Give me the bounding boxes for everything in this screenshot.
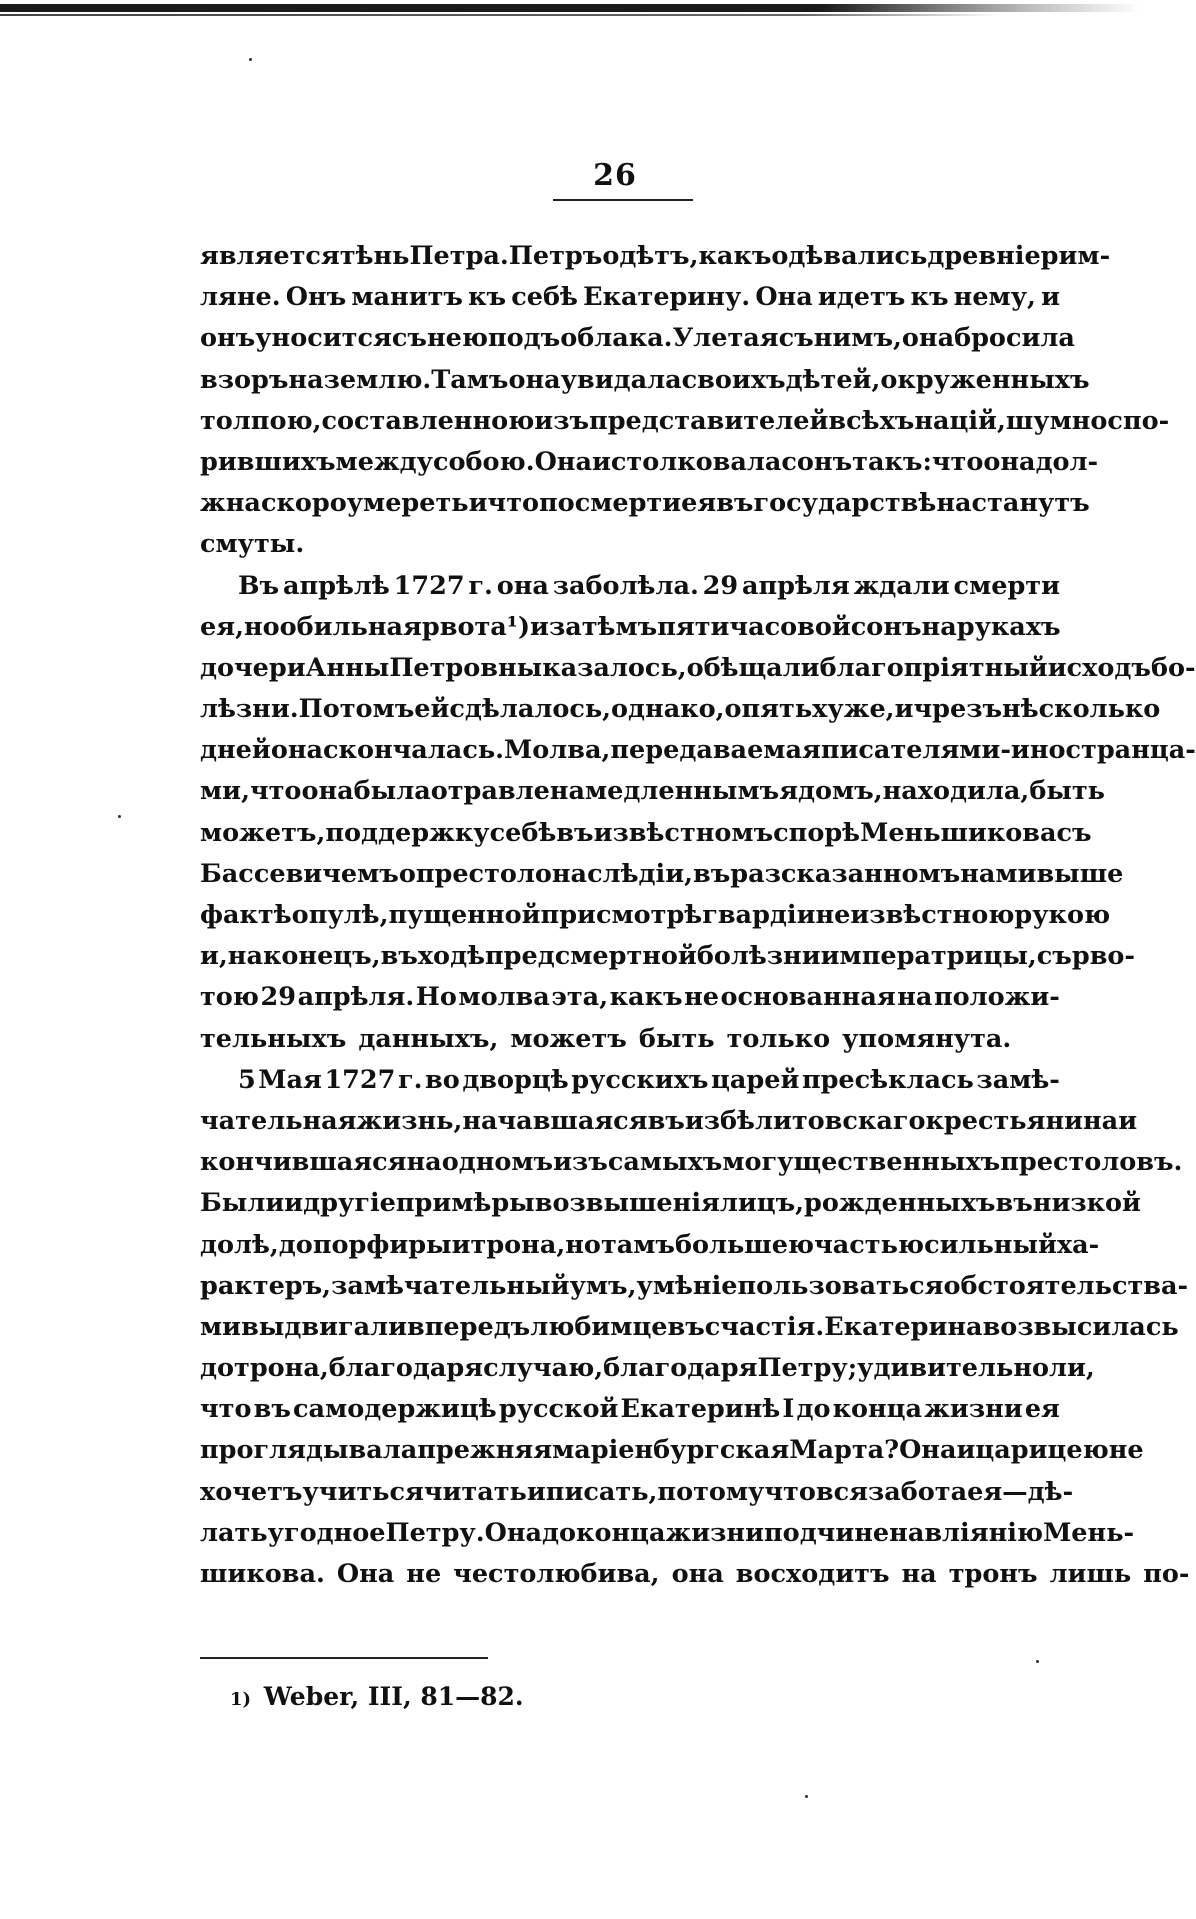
page-number: 26 — [593, 158, 637, 193]
top-border-rule — [0, 4, 1140, 12]
text-line: дочери Анны Петровны казалось, обѣщали благопріятный исходъ бо- — [200, 652, 1196, 683]
text-line: лѣзни. Потомъ ей сдѣлалось, однако, опять хуже, и чрезъ нѣсколько — [200, 694, 1161, 725]
text-line: 5 Мая 1727 г. во дворцѣ русскихъ царей пресѣклась замѣ- — [238, 1064, 1060, 1095]
paper-speck — [1036, 1660, 1039, 1663]
footnote — [230, 1682, 524, 1711]
text-line: хочетъ учиться читать и писать, потому что вся забота ея—дѣ- — [200, 1476, 1074, 1507]
text-line: рившихъ между собою. Она истолковала сонъ такъ: что она дол- — [200, 446, 1099, 477]
paper-speck — [805, 1795, 808, 1798]
text-line: ми, что она была отравлена медленнымъ ядомъ, находила, быть — [200, 776, 1105, 807]
text-line: можетъ, поддержку себѣ въ извѣстномъ спорѣ Меньшикова съ — [200, 817, 1092, 848]
text-line: Въ апрѣлѣ 1727 г. она заболѣла. 29 апрѣля ждали смерти — [238, 570, 1060, 601]
body-text — [200, 236, 1196, 1595]
text-line: онъ уносится съ нею подъ облака. Улетая съ нимъ, она бросила — [200, 323, 1075, 354]
text-line: лать угодное Петру. Она до конца жизни подчинена вліянію Мень- — [200, 1517, 1135, 1548]
footnote-mark: 1) — [230, 1689, 252, 1710]
text-line: что въ самодержицѣ русской Екатеринѣ I до конца жизни ея — [200, 1394, 1060, 1425]
text-line: тельныхъ данныхъ, можетъ быть только упомянута. — [200, 1023, 1012, 1054]
text-line: чательная жизнь, начавшаяся въ избѣ литовскаго крестьянина и — [200, 1105, 1138, 1136]
text-line: ми выдвигали впередъ любимцевъ счастія. Екатерина возвысилась — [200, 1311, 1179, 1342]
text-line: Были и другіе примѣры возвышенія лицъ, рожденныхъ въ низкой — [200, 1188, 1141, 1219]
text-line: проглядывала прежняя маріенбургская Марта? Она и царицею не — [200, 1435, 1144, 1466]
text-line: и, наконецъ, въ ходѣ предсмертной болѣзни императрицы, съ рво- — [200, 941, 1135, 972]
text-line: до трона, благодаря случаю, благодаря Петру; удивительно ли, — [200, 1353, 1095, 1384]
footnote-text: Weber, III, 81—82. — [263, 1682, 524, 1711]
paper-speck — [118, 815, 121, 818]
text-line: шикова. Она не честолюбива, она восходитъ на тронъ лишь по- — [200, 1559, 1190, 1589]
text-line: долѣ, до порфиры и трона, но тамъ большею частью сильный ха- — [200, 1229, 1100, 1260]
footnote-separator — [200, 1657, 488, 1659]
text-line: дней она скончалась. Молва, передаваемая писателями-иностранца- — [200, 735, 1196, 766]
top-border-rule-thin — [0, 14, 1000, 16]
text-line: фактѣ о пулѣ, пущенной при смотрѣ гвардіи неизвѣстною рукою — [200, 900, 1111, 930]
text-line: взоръ на землю. Тамъ она увидала своихъ дѣтей, окруженныхъ — [200, 364, 1090, 395]
text-line: толпою, составленною изъ представителей всѣхъ націй, шумно спо- — [200, 405, 1170, 436]
text-line: ляне. Онъ манитъ къ себѣ Екатерину. Она идетъ къ нему, и — [200, 282, 1060, 313]
text-line: смуты. — [200, 529, 305, 560]
text-line: жна скоро умереть и что по смерти ея въ государствѣ настанутъ — [200, 488, 1090, 519]
page-number-underline — [553, 199, 693, 201]
text-line: кончившаяся на одномъ изъ самыхъ могущественныхъ престоловъ. — [200, 1147, 1183, 1178]
text-line: ея, но обильная рвота ¹) и затѣмъ пятичасовой сонъ на рукахъ — [200, 611, 1061, 642]
text-line: рактеръ, замѣчательный умъ, умѣніе пользоваться обстоятельства- — [200, 1270, 1189, 1301]
paper-speck — [249, 58, 252, 61]
text-line: является тѣнь Петра. Петръ одѣтъ, какъ одѣвались древніе рим- — [200, 241, 1111, 271]
text-line: тою 29 апрѣля. Но молва эта, какъ не основанная на положи- — [200, 982, 1060, 1013]
text-line: Бассевичемъ о престолонаслѣдіи, въ разсказанномъ нами выше — [200, 858, 1124, 889]
